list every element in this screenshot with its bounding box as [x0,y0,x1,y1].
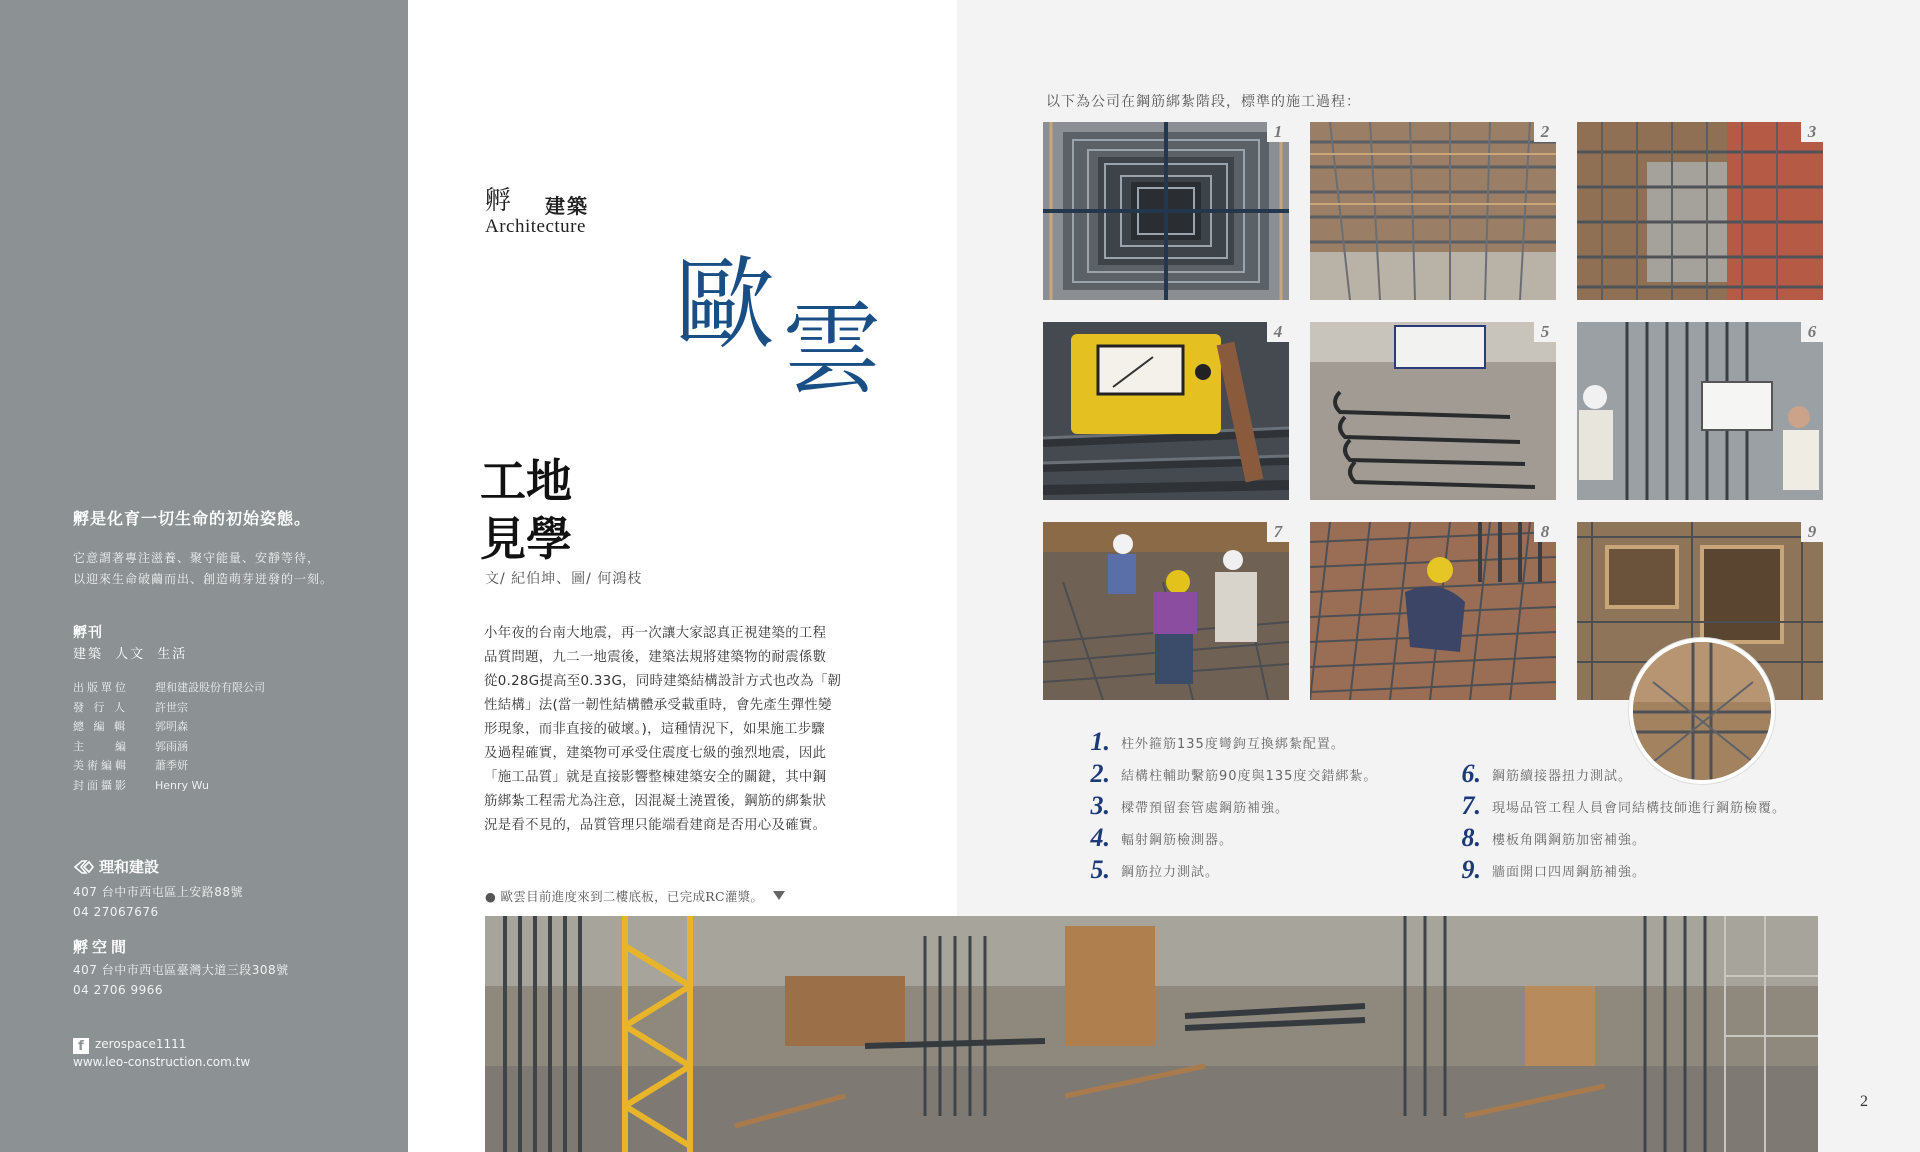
body-line: 形現象，而非直接的破壞。)，這種情況下，如果施工步驟 [484,722,826,737]
credit-row [73,678,265,698]
step-number: 2. [1090,759,1110,788]
article-body [484,622,876,838]
process-photo [1310,322,1556,500]
credit-value: Henry Wu [155,778,209,792]
photo-number: 8 [1534,522,1556,542]
article-title-line: 見學 [480,512,572,566]
construction-site-image [485,916,1818,1152]
construction-site-panorama [485,916,1818,1152]
list-item [1447,792,1786,820]
step-text: 結構柱輔助繫筋90度與135度交錯綁紮。 [1121,768,1378,784]
step-text: 牆面開口四周鋼筋補強。 [1492,864,1647,880]
step-number: 3. [1090,791,1110,820]
project-name-char: 歐 [675,246,775,363]
list-item [1076,728,1377,756]
list-item [1447,856,1786,884]
process-photo [1043,122,1289,300]
step-text: 柱外箍筋135度彎鉤互換綁紮配置。 [1121,736,1345,752]
credit-label: 發 行 人 [73,700,128,714]
zine-title: 孵刊 [73,625,103,641]
step-text: 現場品管工程人員會同結構技師進行鋼筋檢覆。 [1492,800,1787,816]
photo-number: 4 [1267,322,1289,342]
credit-value: 郭明森 [155,720,188,733]
process-photo [1310,122,1556,300]
credit-row [73,756,265,776]
article-byline: 文/ 紀伯坤、圖/ 何鴻枝 [485,571,643,587]
photo-number: 7 [1267,522,1289,542]
credit-label: 總 編 輯 [73,720,128,733]
list-item [1447,760,1786,788]
space-contact [73,960,289,1000]
step-number: 7. [1461,791,1481,820]
company-logo-icon [73,860,95,874]
credit-label: 主 編 [73,739,129,753]
step-number: 8. [1461,823,1481,852]
photo-number: 6 [1801,322,1823,342]
step-number: 5. [1090,855,1110,884]
company-name: 理和建設 [99,858,160,876]
coupler-torque-test-photo [1577,322,1823,500]
credit-row [73,776,265,796]
list-item [1076,760,1377,788]
sidebar-description-line: 以迎來生命破繭而出、創造萌芽迸發的一刻。 [73,572,334,586]
article-title [480,452,572,568]
space-address: 407 台中市西屯區臺灣大道三段308號 [73,963,289,977]
step-text: 樓板角隅鋼筋加密補強。 [1492,832,1647,848]
step-text: 樑帶預留套管處鋼筋補強。 [1121,800,1290,816]
step-number: 4. [1090,823,1110,852]
body-line: 品質問題，九二一地震後，建築法規將建築物的耐震係數 [484,650,827,665]
photo-number: 5 [1534,322,1556,342]
photo-number: 3 [1801,122,1823,142]
space-name: 孵空間 [73,938,131,956]
credit-label: 美術編輯 [73,759,129,772]
credit-value: 理和建設股份有限公司 [155,681,265,694]
photo-number: 2 [1534,122,1556,142]
sidebar-tagline: 孵是化育一切生命的初始姿態。 [73,509,312,528]
credit-label: 出版單位 [73,681,129,694]
credit-row [73,717,265,737]
photo-number: 9 [1801,522,1823,542]
section-label: 建築 [545,194,589,218]
photo-caption-text: ● 歐雲目前進度來到二樓底板，已完成RC灌漿。 [485,889,764,904]
body-line: 性結構」法(當一韌性結構體承受載重時，會先產生彈性變 [484,698,832,713]
slab-corner-rebar-photo [1310,522,1556,700]
body-line: 小年夜的台南大地震，再一次讓大家認真正視建築的工程 [484,626,827,641]
company-logo-leo [73,856,159,877]
body-line: 「施工品質」就是直接影響整棟建築安全的關鍵，其中鋼 [484,770,827,785]
credit-value: 郭雨涵 [155,739,188,753]
steps-list-left [1076,728,1377,884]
rebar-cage-photo [1043,122,1289,300]
steps-list-right [1447,760,1786,884]
sidebar-panel [0,0,408,1152]
process-intro: 以下為公司在鋼筋綁紮階段，標準的施工過程： [1046,94,1361,110]
step-number: 9. [1461,855,1481,884]
sidebar-description-line: 它意謂著專注滋養、聚守能量、安靜等待， [73,551,321,565]
list-item [1076,824,1377,852]
section-label-en: Architecture [485,216,586,237]
credit-label: 封面攝影 [73,778,129,792]
pipe-sleeve-photo [1577,122,1823,300]
credit-value: 許世宗 [155,700,188,714]
body-line: 況是看不見的，品質管理只能端看建商是否用心及確實。 [484,818,827,833]
credits-list [73,678,265,795]
list-item [1076,856,1377,884]
list-item [1076,792,1377,820]
website-link[interactable]: www.leo-construction.com.tw [73,1055,251,1069]
rebar-inspection-photo [1043,522,1289,700]
section-mark: 孵 [485,186,512,216]
list-item [1447,824,1786,852]
space-phone: 04 2706 9966 [73,983,163,997]
process-photo [1577,322,1823,500]
company-contact [73,882,243,922]
zine-subtitle: 建築 人文 生活 [73,647,188,662]
credit-value: 蕭季妍 [155,759,188,772]
body-line: 筋綁紮工程需尤為注意，因混凝土澆置後，鋼筋的綁紮狀 [484,794,827,809]
photo-number: 1 [1267,122,1289,142]
step-text: 輻射鋼筋檢測器。 [1121,832,1234,848]
tensile-test-bars-photo [1310,322,1556,500]
credit-row [73,698,265,718]
company-address: 407 台中市西屯區上安路88號 [73,885,243,899]
step-text: 鋼筋續接器扭力測試。 [1492,768,1633,784]
step-text: 鋼筋拉力測試。 [1121,864,1220,880]
step-number: 6. [1461,759,1481,788]
photo-caption [485,887,785,905]
facebook-handle[interactable]: zerospace1111 [95,1037,187,1051]
body-line: 從0.28G提高至0.33G，同時建築結構設計方式也改為「韌 [484,674,842,689]
social-links [73,1036,250,1070]
process-photo [1310,522,1556,700]
body-line: 及過程確實，建築物可承受住震度七級的強烈地震，因此 [484,746,827,761]
rebar-slab-photo [1310,122,1556,300]
triangle-down-icon [773,891,785,900]
process-photo [1577,122,1823,300]
facebook-icon: f [73,1038,89,1054]
step-number: 1. [1090,727,1110,756]
company-phone: 04 27067676 [73,905,159,919]
article-title-line: 工地 [480,454,572,508]
project-name-char: 雲 [782,291,882,408]
page-number: 2 [1860,1093,1868,1110]
process-photo [1043,522,1289,700]
radiation-detector-photo [1043,322,1289,500]
sidebar-description [73,548,333,590]
credit-row [73,737,265,757]
process-photo [1043,322,1289,500]
